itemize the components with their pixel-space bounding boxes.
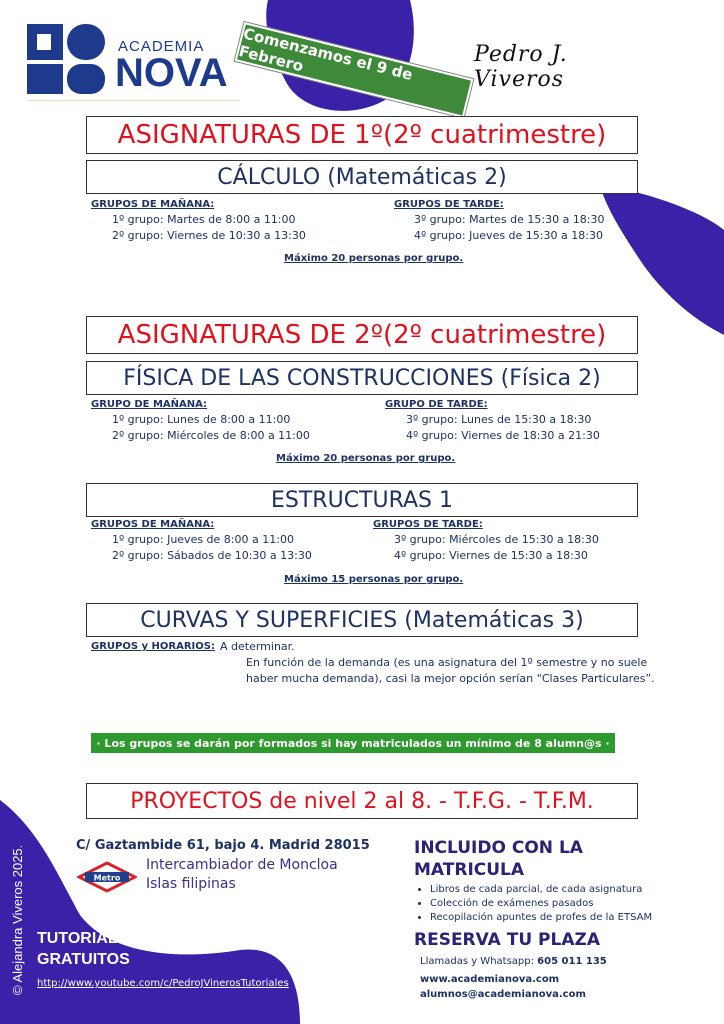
minimum-students-note: · Los grupos se darán por formados si hay matriculados un mínimo de 8 alumn@s · <box>91 733 615 753</box>
calculo-afternoon-heading: GRUPOS DE TARDE: <box>394 199 504 210</box>
tutorials-line-1: TUTORIALES ONLINE <box>37 930 204 947</box>
included-list <box>414 884 652 926</box>
youtube-link[interactable]: http://www.youtube.com/c/PedroJVinerosTutoriales <box>37 978 289 989</box>
calculo-title-box <box>86 160 638 194</box>
fisica-morning-heading: GRUPO DE MAÑANA: <box>91 399 208 410</box>
estructuras-afternoon-2: 4º grupo: Viernes de 15:30 a 18:30 <box>394 549 588 562</box>
calculo-afternoon-2: 4º grupo: Jueves de 15:30 a 18:30 <box>414 229 603 242</box>
copyright-credit: © Alejandra Viveros 2025. <box>10 844 25 995</box>
estructuras-afternoon-1: 3º grupo: Miércoles de 15:30 a 18:30 <box>394 533 599 546</box>
metro-stop-1: Intercambiador de Moncloa <box>146 857 338 873</box>
email-link[interactable]: alumnos@academianova.com <box>420 989 586 1000</box>
tutorials-line-2: GRATUITOS <box>37 951 130 968</box>
projects-box <box>86 783 638 819</box>
fisica-title-box <box>86 361 638 395</box>
phone-line <box>420 956 607 967</box>
fisica-max: Máximo 20 personas por grupo. <box>276 453 456 464</box>
logo-nova-text: NOVA <box>115 51 228 95</box>
academia-nova-logo-icon <box>27 24 105 94</box>
estructuras-morning-heading: GRUPOS DE MAÑANA: <box>91 519 215 530</box>
year2-term: (2º cuatrimestre) <box>382 320 607 350</box>
phone-label: Llamadas y Whatsapp: <box>420 956 534 967</box>
metro-icon <box>77 861 137 893</box>
phone-number[interactable]: 605 011 135 <box>537 956 607 967</box>
signature: Pedro J. Viveros <box>474 42 568 92</box>
fisica-title: FÍSICA DE LAS CONSTRUCCIONES (Física 2) <box>123 365 601 391</box>
included-title-line-2: MATRICULA <box>414 860 525 880</box>
estructuras-max: Máximo 15 personas por grupo. <box>284 574 464 585</box>
curvas-title: CURVAS Y SUPERFICIES (Matemáticas 3) <box>140 607 584 633</box>
year2-title: ASIGNATURAS DE 2º <box>117 320 383 350</box>
included-item: • Colección de exámenes pasados <box>430 898 652 909</box>
curvas-title-box <box>86 603 638 637</box>
logo-academia-text: ACADEMIA <box>118 38 205 55</box>
year1-title: ASIGNATURAS DE 1º <box>117 120 383 150</box>
included-title-line-1: INCLUIDO CON LA <box>414 838 583 858</box>
metro-stop-2: Islas filipinas <box>146 876 236 892</box>
estructuras-title-box <box>86 483 638 517</box>
fisica-afternoon-2: 4º grupo: Viernes de 18:30 a 21:30 <box>406 429 600 442</box>
calculo-morning-heading: GRUPOS DE MAÑANA: <box>91 199 215 210</box>
year1-term: (2º cuatrimestre) <box>382 120 607 150</box>
calculo-max: Máximo 20 personas por grupo. <box>284 253 464 264</box>
calculo-title: CÁLCULO (Matemáticas 2) <box>217 164 507 190</box>
calculo-morning-2: 2º grupo: Viernes de 10:30 a 13:30 <box>112 229 306 242</box>
metro-label: Metro <box>93 873 121 883</box>
curvas-note-line-1: En función de la demanda (es una asignatura del 1º semestre y no suele <box>246 656 648 669</box>
curvas-groups-heading: GRUPOS y HORARIOS: <box>91 641 215 652</box>
estructuras-morning-1: 1º grupo: Jueves de 8:00 a 11:00 <box>112 533 294 546</box>
projects-title: PROYECTOS de nivel 2 al 8. - T.F.G. - T.F.M. <box>130 788 594 814</box>
website-link[interactable]: www.academianova.com <box>420 974 560 985</box>
estructuras-title: ESTRUCTURAS 1 <box>271 487 453 513</box>
calculo-morning-1: 1º grupo: Martes de 8:00 a 11:00 <box>112 213 296 226</box>
year2-title-box <box>86 316 638 354</box>
tutorials-heading <box>37 928 204 970</box>
address: C/ Gaztambide 61, bajo 4. Madrid 28015 <box>76 838 370 853</box>
fisica-afternoon-heading: GRUPO DE TARDE: <box>385 399 488 410</box>
estructuras-afternoon-heading: GRUPOS DE TARDE: <box>373 519 483 530</box>
included-item: • Libros de cada parcial, de cada asignatura <box>430 884 652 895</box>
curvas-note-line-2: haber mucha demanda), casi la mejor opción serían “Clases Particulares”. <box>246 672 655 685</box>
included-item: • Recopilación apuntes de profes de la ETSAM <box>430 912 652 923</box>
reserve-heading: RESERVA TU PLAZA <box>414 930 600 950</box>
year1-title-box <box>86 116 638 154</box>
logo-underline <box>27 100 240 101</box>
fisica-afternoon-1: 3º grupo: Lunes de 15:30 a 18:30 <box>406 413 592 426</box>
start-date-banner: Comenzamos el 9 de Febrero <box>235 22 474 118</box>
fisica-morning-1: 1º grupo: Lunes de 8:00 a 11:00 <box>112 413 291 426</box>
estructuras-morning-2: 2º grupo: Sábados de 10:30 a 13:30 <box>112 549 312 562</box>
fisica-morning-2: 2º grupo: Miércoles de 8:00 a 11:00 <box>112 429 310 442</box>
calculo-afternoon-1: 3º grupo: Martes de 15:30 a 18:30 <box>414 213 605 226</box>
curvas-groups-value: A determinar. <box>220 640 295 653</box>
